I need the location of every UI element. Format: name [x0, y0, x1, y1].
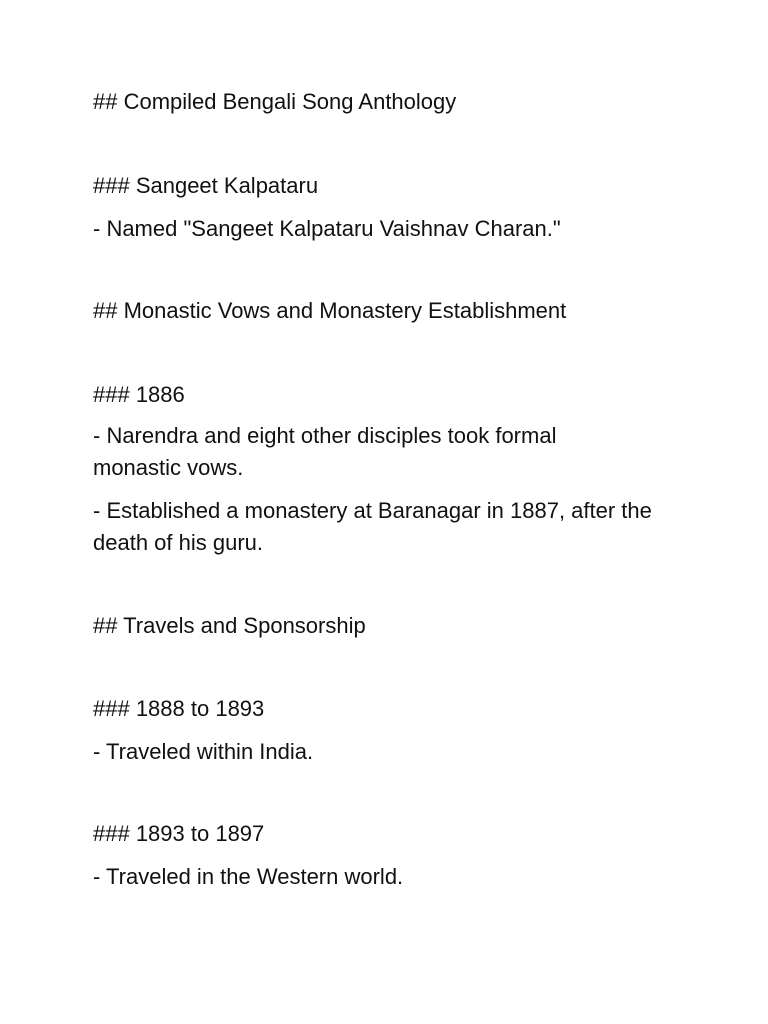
- bullet-western-travel: - Traveled in the Western world.: [93, 864, 404, 889]
- subheading-1893-1897: ### 1893 to 1897: [93, 821, 265, 846]
- subheading-1888-1893: ### 1888 to 1893: [93, 696, 265, 721]
- subheading-sangeet-kalpataru: ### Sangeet Kalpataru: [93, 173, 319, 198]
- heading-travels: ## Travels and Sponsorship: [93, 613, 366, 638]
- bullet-monastic-vows: - Narendra and eight other disciples took formal monastic vows.: [93, 423, 557, 480]
- heading-monastic-vows: ## Monastic Vows and Monastery Establishment: [93, 298, 567, 323]
- bullet-india-travel: - Traveled within India.: [93, 739, 314, 764]
- subheading-1886: ### 1886: [93, 382, 185, 407]
- bullet-named: - Named "Sangeet Kalpataru Vaishnav Charan.": [93, 216, 561, 241]
- bullet-monastery-baranagar: - Established a monastery at Baranagar in 1887, after the death of his guru.: [93, 498, 652, 555]
- heading-song-anthology: ## Compiled Bengali Song Anthology: [93, 89, 457, 114]
